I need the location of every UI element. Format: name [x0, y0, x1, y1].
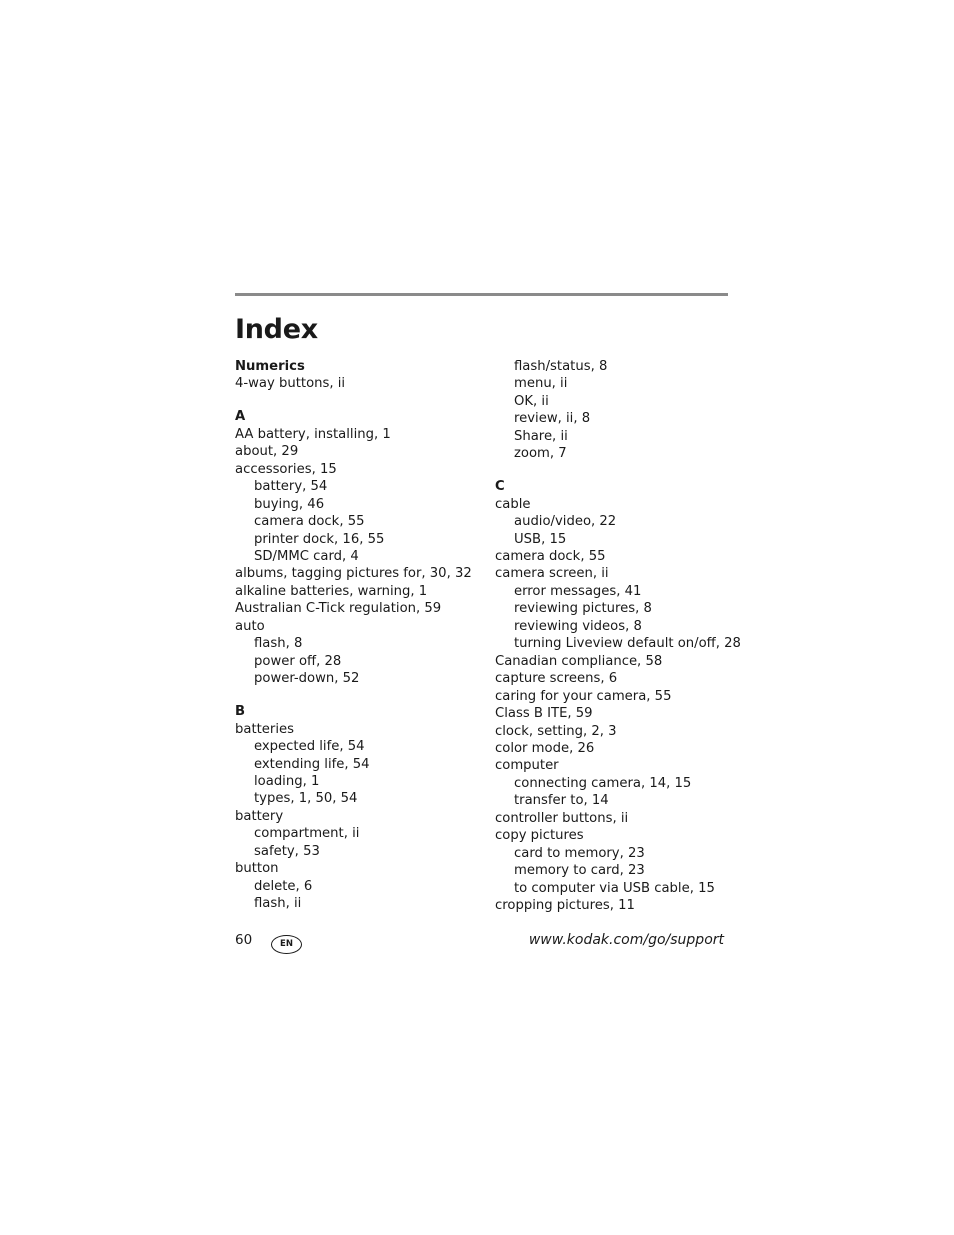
- index-subentry: loading, 1: [254, 773, 320, 789]
- index-subentry: flash, ii: [254, 896, 302, 912]
- index-entry: computer: [495, 758, 559, 774]
- index-subentry: audio/video, 22: [514, 514, 617, 530]
- index-entry: accessories, 15: [235, 461, 337, 477]
- index-subentry: USB, 15: [514, 531, 567, 547]
- page-title: Index: [235, 314, 318, 345]
- index-subentry: safety, 53: [254, 843, 320, 859]
- index-subentry: transfer to, 14: [514, 793, 609, 809]
- index-subentry: expected life, 54: [254, 739, 365, 755]
- index-subentry: types, 1, 50, 54: [254, 791, 358, 807]
- index-subentry: OK, ii: [514, 393, 549, 409]
- index-entry: controller buttons, ii: [495, 810, 629, 826]
- index-entry: camera screen, ii: [495, 566, 609, 582]
- index-subentry: card to memory, 23: [514, 845, 645, 861]
- index-entry: copy pictures: [495, 828, 584, 844]
- index-entry: albums, tagging pictures for, 30, 32: [235, 566, 472, 582]
- index-section-heading: A: [235, 409, 246, 425]
- index-subentry: reviewing pictures, 8: [514, 601, 652, 617]
- index-subentry: reviewing videos, 8: [514, 618, 642, 634]
- index-subentry: memory to card, 23: [514, 863, 645, 879]
- index-subentry: flash/status, 8: [514, 359, 608, 374]
- language-badge: EN: [271, 935, 302, 954]
- index-subentry: menu, ii: [514, 376, 568, 392]
- index-entry: button: [235, 861, 279, 877]
- index-entry: capture screens, 6: [495, 671, 618, 687]
- index-subentry: Share, ii: [514, 428, 568, 444]
- index-subentry: error messages, 41: [514, 583, 642, 599]
- index-entry: alkaline batteries, warning, 1: [235, 583, 428, 599]
- page-number: 60: [235, 932, 253, 948]
- index-subentry: zoom, 7: [514, 446, 567, 462]
- index-entry: cropping pictures, 11: [495, 898, 635, 914]
- index-subentry: buying, 46: [254, 496, 325, 512]
- index-entry: Australian C-Tick regulation, 59: [235, 601, 442, 617]
- section-gap: [495, 463, 730, 479]
- index-subentry: printer dock, 16, 55: [254, 531, 385, 547]
- index-column-left: [235, 358, 490, 913]
- index-subentry: SD/MMC card, 4: [254, 549, 359, 565]
- index-subentry: extending life, 54: [254, 756, 370, 772]
- index-entry: auto: [235, 618, 265, 634]
- index-subentry: camera dock, 55: [254, 514, 365, 530]
- index-subentry: compartment, ii: [254, 826, 360, 842]
- index-column-right: [495, 358, 741, 915]
- index-entry: 4-way buttons, ii: [235, 376, 346, 392]
- header-rule: [235, 293, 728, 296]
- index-subentry: connecting camera, 14, 15: [514, 775, 692, 791]
- index-entry: cable: [495, 496, 531, 512]
- index-subentry: delete, 6: [254, 878, 313, 894]
- index-section-heading: Numerics: [235, 359, 305, 374]
- index-entry: Canadian compliance, 58: [495, 653, 663, 669]
- index-entry: color mode, 26: [495, 741, 595, 757]
- index-section-heading: B: [235, 704, 246, 720]
- index-subentry: power off, 28: [254, 653, 342, 669]
- support-url: www.kodak.com/go/support: [528, 932, 724, 948]
- index-entry: battery: [235, 808, 284, 824]
- index-subentry: flash, 8: [254, 636, 303, 652]
- index-entry: about, 29: [235, 444, 299, 460]
- index-entry: camera dock, 55: [495, 549, 606, 565]
- index-entry: clock, setting, 2, 3: [495, 723, 617, 739]
- section-gap: [235, 688, 490, 704]
- index-subentry: review, ii, 8: [514, 411, 591, 427]
- section-gap: [235, 393, 490, 409]
- index-subentry: power-down, 52: [254, 671, 360, 687]
- index-subentry: to computer via USB cable, 15: [514, 880, 715, 896]
- index-subentry: turning Liveview default on/off, 28: [514, 636, 741, 652]
- index-entry: batteries: [235, 721, 294, 737]
- index-section-heading: C: [495, 479, 505, 495]
- index-subentry: battery, 54: [254, 479, 328, 495]
- index-entry: Class B ITE, 59: [495, 706, 593, 722]
- index-entry: AA battery, installing, 1: [235, 426, 391, 442]
- index-entry: caring for your camera, 55: [495, 688, 672, 704]
